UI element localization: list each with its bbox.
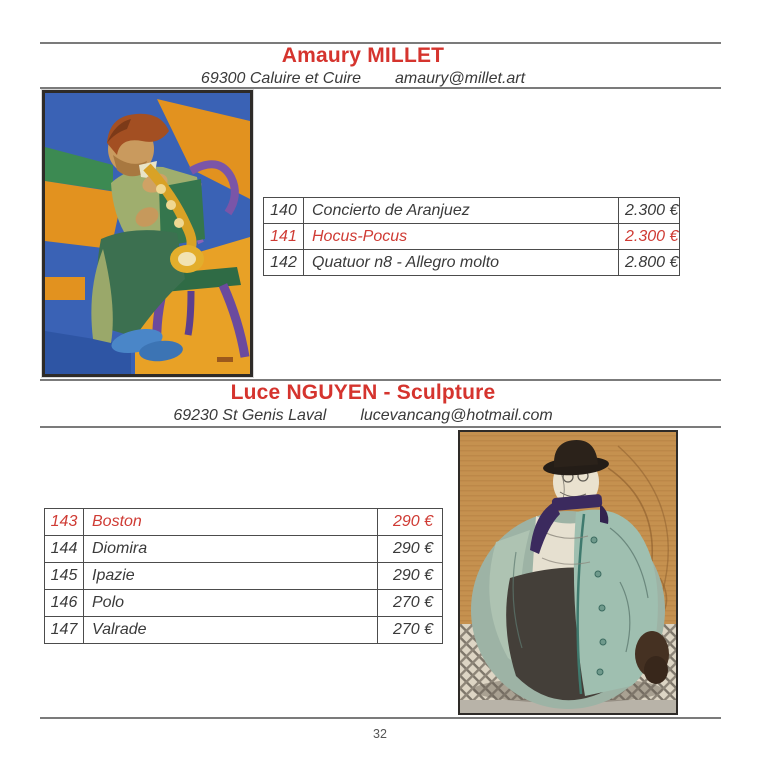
table-row [45, 617, 443, 644]
section-header-nguyen [2, 381, 724, 426]
work-price: 290 € [378, 536, 443, 563]
work-price: 2.300 € [619, 198, 680, 224]
table-row [45, 563, 443, 590]
divider [40, 717, 721, 719]
work-price: 290 € [378, 563, 443, 590]
table-row [264, 198, 680, 224]
works-table-nguyen [44, 508, 443, 644]
work-title: Concierto de Aranjuez [304, 198, 619, 224]
artwork-photo [458, 430, 678, 715]
artwork-painting [42, 90, 253, 377]
work-number: 141 [264, 224, 304, 250]
work-title: Diomira [84, 536, 378, 563]
artist-name: Luce NGUYEN - Sculpture [230, 381, 496, 404]
works-table-millet [263, 197, 680, 276]
painting-image [45, 93, 250, 374]
artist-email: lucevancang@hotmail.com [360, 407, 553, 424]
work-price: 2.800 € [619, 250, 680, 276]
table-row [45, 509, 443, 536]
work-price: 270 € [378, 590, 443, 617]
work-number: 145 [45, 563, 84, 590]
table-row [264, 250, 680, 276]
work-number: 146 [45, 590, 84, 617]
work-number: 140 [264, 198, 304, 224]
artist-email: amaury@millet.art [395, 70, 526, 87]
work-title: Boston [84, 509, 378, 536]
work-title: Ipazie [84, 563, 378, 590]
work-number: 142 [264, 250, 304, 276]
divider [40, 426, 721, 428]
work-price: 2.300 € [619, 224, 680, 250]
page-number: 32 [373, 727, 387, 741]
work-title: Hocus-Pocus [304, 224, 619, 250]
artist-address: 69230 St Genis Laval [173, 407, 327, 424]
table-row [45, 536, 443, 563]
section-header-millet [2, 44, 724, 89]
work-number: 143 [45, 509, 84, 536]
artist-name: Amaury MILLET [281, 44, 445, 67]
table-row [45, 590, 443, 617]
table-row [264, 224, 680, 250]
artist-address: 69300 Caluire et Cuire [200, 70, 362, 87]
work-title: Valrade [84, 617, 378, 644]
work-price: 270 € [378, 617, 443, 644]
work-price: 290 € [378, 509, 443, 536]
work-title: Quatuor n8 - Allegro molto [304, 250, 619, 276]
divider [40, 87, 721, 89]
work-number: 147 [45, 617, 84, 644]
work-title: Polo [84, 590, 378, 617]
sculpture-photo-image [460, 432, 676, 713]
work-number: 144 [45, 536, 84, 563]
